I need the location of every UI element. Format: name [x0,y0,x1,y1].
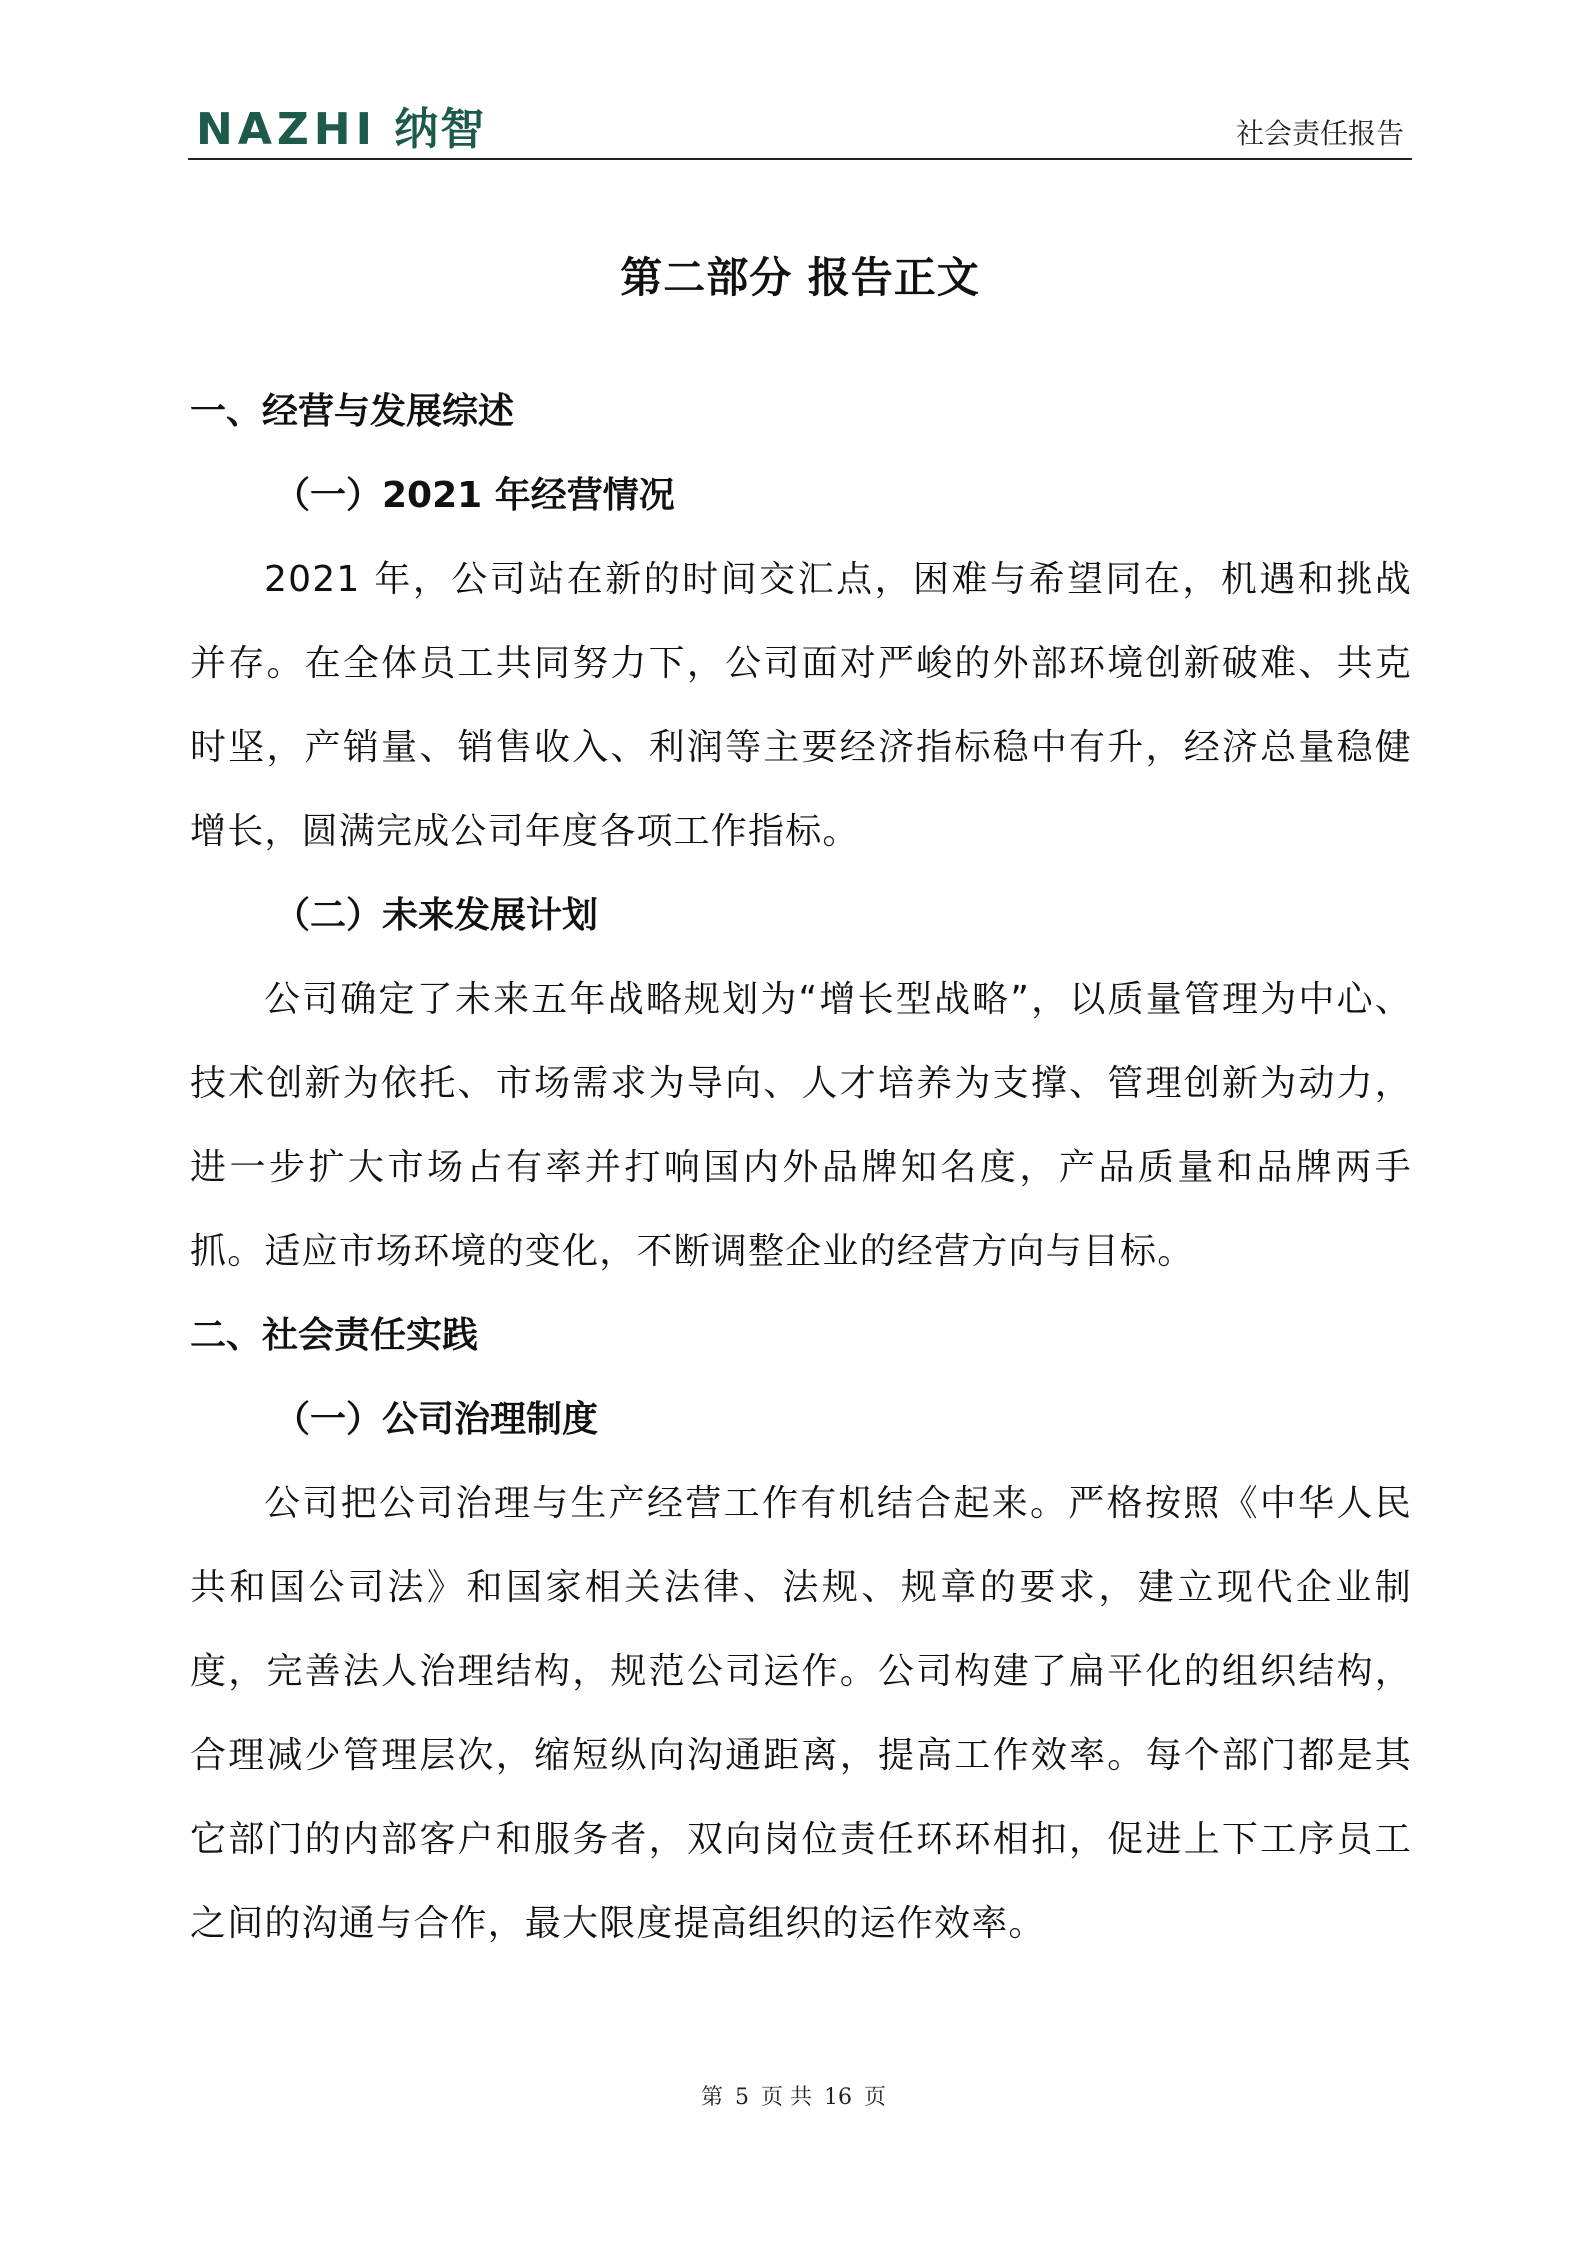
logo-latin-text: NAZHI [196,104,377,155]
report-body [190,370,1412,1966]
section-heading-social-responsibility: 二、社会责任实践 [190,1315,479,1356]
subsection-heading-governance: （一）公司治理制度 [274,1399,599,1440]
footer-current-page: 5 [735,2085,749,2110]
subsection-heading-future-plan: （二）未来发展计划 [274,895,599,936]
paragraph-governance: 公司把公司治理与生产经营工作有机结合起来。严格按照《中华人民共和国公司法》和国家相关法律、法规、规章的要求，建立现代企业制度，完善法人治理结构，规范公司运作。公司构建了扁平化的组织结构，合理减少管理层次，缩短纵向沟通距离，提高工作效率。每个部门都是其它部门的内部客户和服务者，双向岗位责任环环相扣，促进上下工序员工之间的沟通与合作，最大限度提高组织的运作效率。 [190,1483,1412,1944]
page-header [188,100,1412,160]
subsection-heading-2021-operations: （一）2021 年经营情况 [274,475,675,516]
paragraph-2021-operations: 2021 年，公司站在新的时间交汇点，困难与希望同在，机遇和挑战并存。在全体员工共同努力下，公司面对严峻的外部环境创新破难、共克时坚，产销量、销售收入、利润等主要经济指标稳中有升，经济总量稳健增长，圆满完成公司年度各项工作指标。 [190,559,1412,852]
section-heading-operations: 一、经营与发展综述 [190,391,515,432]
footer-middle: 页 共 [761,2085,812,2110]
paragraph-future-plan: 公司确定了未来五年战略规划为“增长型战略”，以质量管理为中心、技术创新为依托、市场需求为导向、人才培养为支撑、管理创新为动力，进一步扩大市场占有率并打响国内外品牌知名度，产品质量和品牌两手抓。适应市场环境的变化，不断调整企业的经营方向与目标。 [190,979,1412,1272]
page-footer [0,2083,1587,2113]
page-title: 第二部分 报告正文 [620,253,980,302]
footer-prefix: 第 [700,2085,723,2110]
logo-chinese-text: 纳智 [394,104,487,155]
report-name: 社会责任报告 [1235,117,1404,150]
company-logo [196,104,486,156]
footer-total-pages: 16 [824,2085,852,2110]
footer-suffix: 页 [864,2085,887,2110]
